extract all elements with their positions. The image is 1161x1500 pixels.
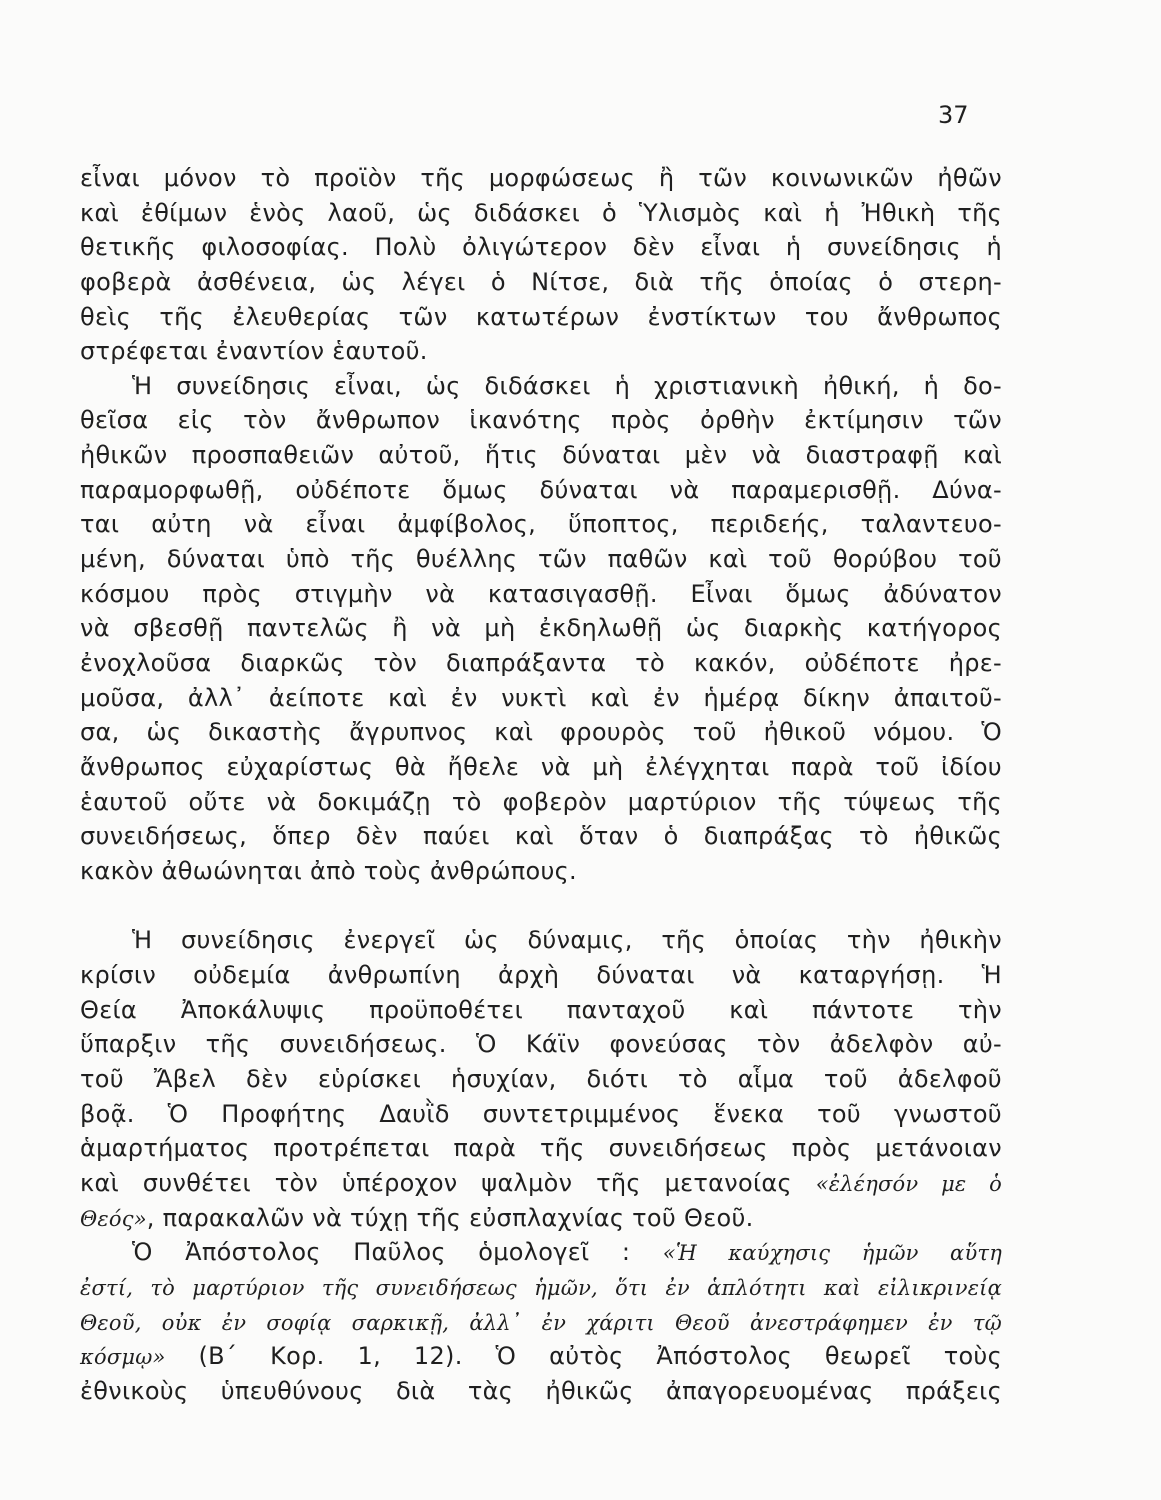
text-line-mixed xyxy=(80,1235,1002,1270)
text-line: Ἡ συνείδησις ἐνεργεῖ ὡς δύναμις, τῆς ὁποίας τὴν ἠθικὴν xyxy=(132,926,1002,955)
text-line: ἑαυτοῦ οὔτε νὰ δοκιμάζῃ τὸ φοβερὸν μαρτύριον τῆς τύψεως τῆς xyxy=(80,787,1002,816)
text-line-mixed xyxy=(80,1201,1002,1236)
paragraph-1 xyxy=(80,161,1002,369)
text-line: ὕπαρξιν τῆς συνειδήσεως. Ὁ Κάϊν φονεύσας τὸν ἀδελφὸν αὐ- xyxy=(80,1030,1002,1059)
text-line: καὶ ἐθίμων ἑνὸς λαοῦ, ὡς διδάσκει ὁ Ὑλισμὸς καὶ ἡ Ἠθικὴ τῆς xyxy=(80,198,1002,227)
text-line: ἐνοχλοῦσα διαρκῶς τὸν διαπράξαντα τὸ κακόν, οὐδέποτε ἠρε- xyxy=(80,648,1002,677)
page-body xyxy=(80,161,1002,1408)
text-line: τοῦ Ἄβελ δὲν εὑρίσκει ἡσυχίαν, διότι τὸ αἷμα τοῦ ἀδελφοῦ xyxy=(80,1065,1002,1094)
text-line: Θεία Ἀποκάλυψις προϋποθέτει πανταχοῦ καὶ πάντοτε τὴν xyxy=(80,995,1002,1024)
text-line: ἁμαρτήματος προτρέπεται παρὰ τῆς συνειδήσεως πρὸς μετάνοιαν xyxy=(80,1134,1002,1163)
paragraph-4 xyxy=(80,1235,1002,1408)
quotation-italic: ἐστί, τὸ μαρτύριον τῆς συνειδήσεως ἡμῶν, ὅτι ἐν ἁπλότητι καὶ εἰλικρινείᾳ xyxy=(80,1275,1002,1300)
text-line: παραμορφωθῇ, οὐδέποτε ὅμως δύναται νὰ παραμερισθῇ. Δύνα- xyxy=(80,475,1002,504)
text-line: σα, ὡς δικαστὴς ἄγρυπνος καὶ φρουρὸς τοῦ ἠθικοῦ νόμου. Ὁ xyxy=(80,718,1002,747)
paragraph-2 xyxy=(80,369,1002,889)
text-line: Ἡ συνείδησις εἶναι, ὡς διδάσκει ἡ χριστιανικὴ ἠθική, ἡ δο- xyxy=(132,371,1002,400)
text-line: θεὶς τῆς ἐλευθερίας τῶν κατωτέρων ἐνστίκτων του ἄνθρωπος xyxy=(80,302,1002,331)
text-line: ἠθικῶν προσπαθειῶν αὐτοῦ, ἥτις δύναται μὲν νὰ διαστραφῇ καὶ xyxy=(80,441,1002,470)
page-number: 37 xyxy=(938,101,969,129)
quotation-italic: «Ἡ καύχησις ἡμῶν αὕτη xyxy=(662,1241,1003,1266)
text-line: ται αὐτη νὰ εἶναι ἀμφίβολος, ὕποπτος, περιδεής, ταλαντευο- xyxy=(80,510,1002,539)
text-line-mixed xyxy=(80,1339,1002,1374)
quotation-italic: «ἐλέησόν με ὁ xyxy=(815,1171,1002,1196)
text-line: στρέφεται ἐναντίον ἑαυτοῦ. xyxy=(80,337,428,366)
text-line: ἐθνικοὺς ὑπευθύνους διὰ τὰς ἠθικῶς ἀπαγορευομένας πράξεις xyxy=(80,1376,1002,1405)
roman-text: καὶ συνθέτει τὸν ὑπέροχον ψαλμὸν τῆς μετανοίας xyxy=(80,1168,816,1197)
text-line: συνειδήσεως, ὅπερ δὲν παύει καὶ ὅταν ὁ διαπράξας τὸ ἠθικῶς xyxy=(80,822,1002,851)
roman-text: , παρακαλῶν νὰ τύχῃ τῆς εὐσπλαχνίας τοῦ Θεοῦ. xyxy=(146,1203,754,1232)
roman-text: (Β΄ Κορ. 1, 12). Ὁ αὐτὸς Ἀπόστολος θεωρεῖ τοὺς xyxy=(165,1342,1002,1371)
text-line: βοᾷ. Ὁ Προφήτης Δαυῒδ συντετριμμένος ἕνεκα τοῦ γνωστοῦ xyxy=(80,1099,1002,1128)
text-line: κόσμου πρὸς στιγμὴν νὰ κατασιγασθῇ. Εἶναι ὅμως ἀδύνατον xyxy=(80,579,1002,608)
text-line: θεῖσα εἰς τὸν ἄνθρωπον ἱκανότης πρὸς ὀρθὴν ἐκτίμησιν τῶν xyxy=(80,406,1002,435)
text-line-mixed xyxy=(80,1166,1002,1201)
text-line: μοῦσα, ἀλλ᾽ ἀείποτε καὶ ἐν νυκτὶ καὶ ἐν ἡμέρᾳ δίκην ἀπαιτοῦ- xyxy=(80,683,1002,712)
text-line: εἶναι μόνον τὸ προϊὸν τῆς μορφώσεως ἢ τῶν κοινωνικῶν ἠθῶν xyxy=(80,164,1002,192)
quotation-italic: Θεός» xyxy=(80,1206,147,1231)
text-line: κρίσιν οὐδεμία ἀνθρωπίνη ἀρχὴ δύναται νὰ καταργήσῃ. Ἡ xyxy=(80,961,1002,990)
text-line: νὰ σβεσθῇ παντελῶς ἢ νὰ μὴ ἐκδηλωθῇ ὡς διαρκὴς κατήγορος xyxy=(80,614,1002,643)
text-line-italic xyxy=(80,1305,1002,1340)
text-line-italic xyxy=(80,1270,1002,1305)
text-line: ἄνθρωπος εὐχαρίστως θὰ ἤθελε νὰ μὴ ἐλέγχηται παρὰ τοῦ ἰδίου xyxy=(80,752,1002,781)
quotation-italic: Θεοῦ, οὐκ ἐν σοφίᾳ σαρκικῇ, ἀλλ᾽ ἐν χάριτι Θεοῦ ἀνεστράφημεν ἐν τῷ xyxy=(80,1310,1002,1335)
roman-text: Ὁ Ἀπόστολος Παῦλος ὁμολογεῖ : xyxy=(132,1238,663,1267)
quotation-italic: κόσμῳ» xyxy=(80,1345,166,1370)
text-line: θετικῆς φιλοσοφίας. Πολὺ ὀλιγώτερον δὲν εἶναι ἡ συνείδησις ἡ xyxy=(80,233,1002,262)
paragraph-3 xyxy=(80,923,1002,1235)
text-line: μένη, δύναται ὑπὸ τῆς θυέλλης τῶν παθῶν καὶ τοῦ θορύβου τοῦ xyxy=(80,545,1002,574)
text-line: κακὸν ἀθωώνηται ἀπὸ τοὺς ἀνθρώπους. xyxy=(80,856,577,885)
text-line: φοβερὰ ἀσθένεια, ὡς λέγει ὁ Νίτσε, διὰ τῆς ὁποίας ὁ στερη- xyxy=(80,267,1002,296)
